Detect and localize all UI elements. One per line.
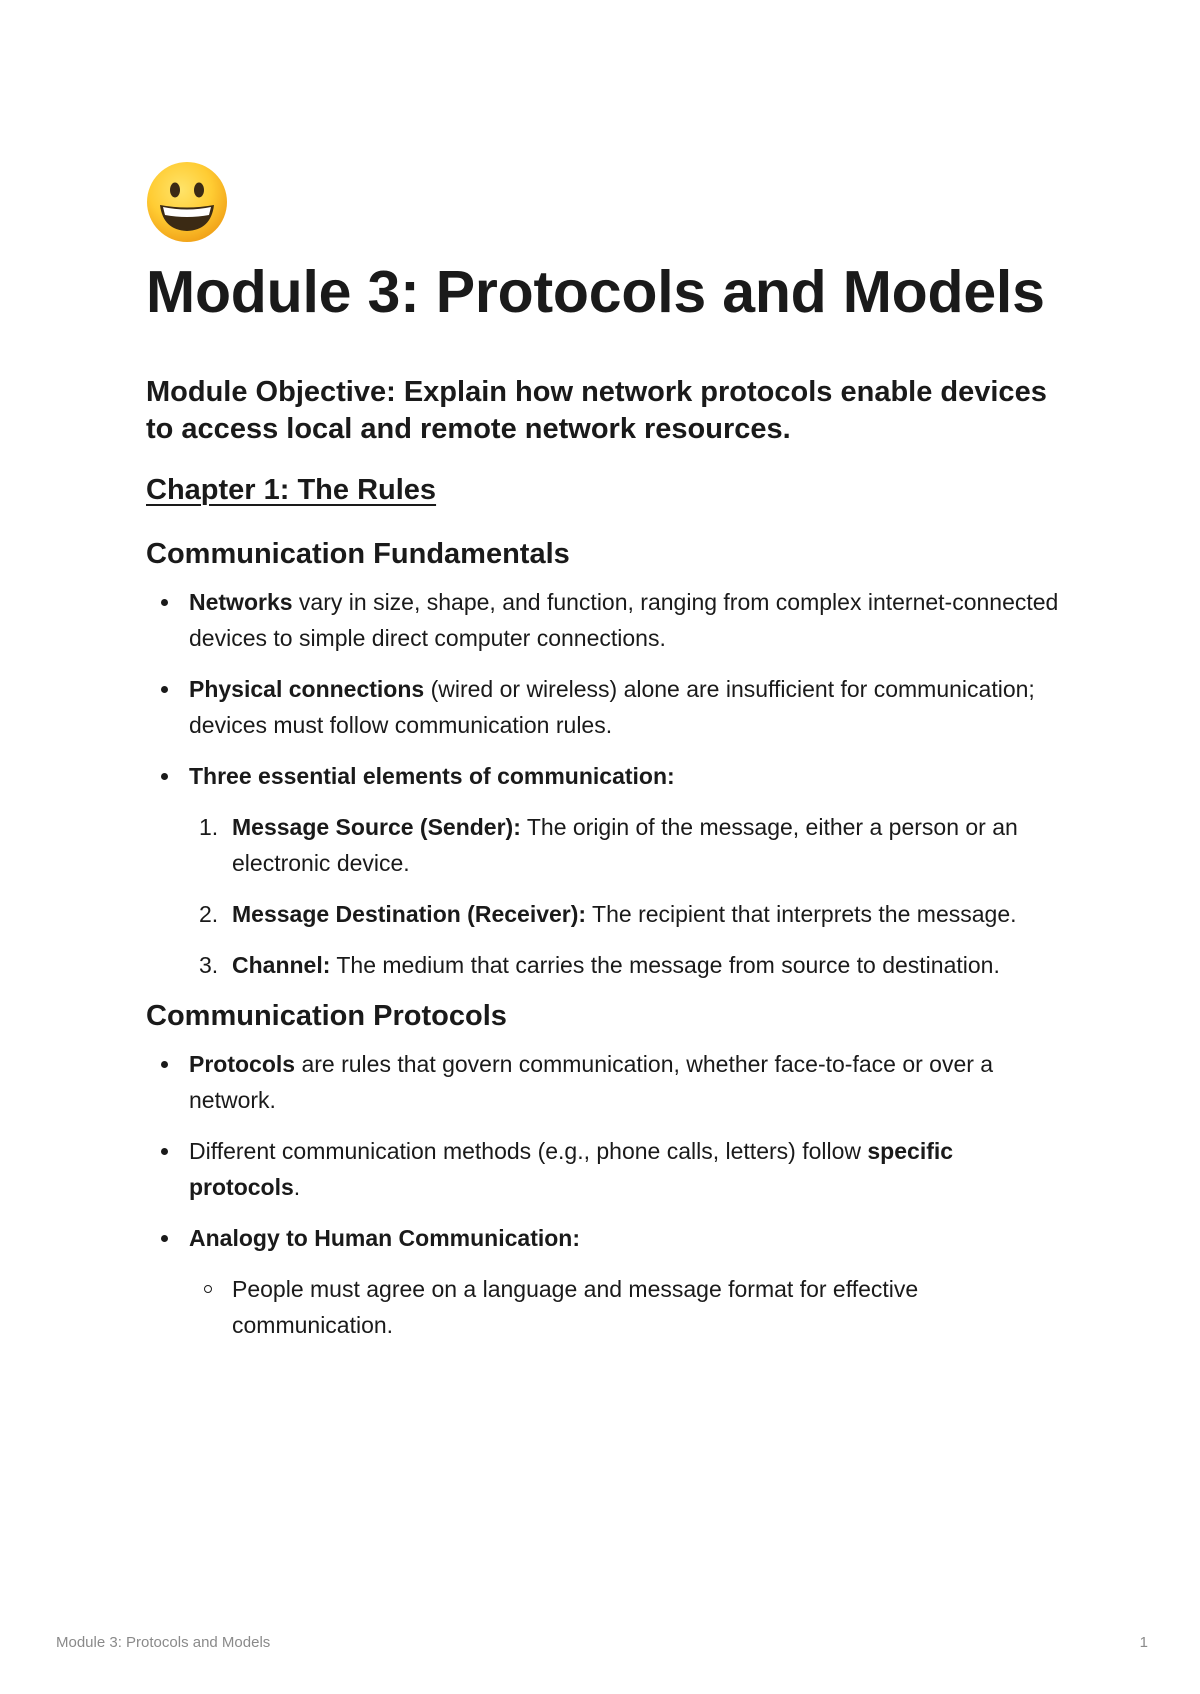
module-objective	[146, 374, 1066, 448]
section-heading-protocols: Communication Protocols	[146, 1000, 507, 1032]
analogy-sublist	[189, 1271, 1066, 1343]
bullet-dot	[161, 686, 168, 693]
bullet-dot	[161, 1235, 168, 1242]
chapter-title: Chapter 1: The Rules	[146, 474, 437, 506]
item-text: The recipient that interprets the message.	[586, 901, 1017, 927]
grinning-face-emoji-icon	[145, 160, 229, 244]
bullet-dot	[161, 599, 168, 606]
bullet-dot	[161, 1061, 168, 1068]
list-item	[189, 1271, 1066, 1343]
list-item	[146, 758, 1066, 983]
item-number: 1.	[199, 814, 219, 840]
item-text: (wired or wireless) alone are insufficient for communication; devices must follow communication rules.	[189, 676, 1035, 738]
list-item	[146, 1133, 1066, 1205]
item-bold: Message Source (Sender):	[232, 814, 521, 840]
item-bold: Networks	[189, 589, 293, 615]
item-bold: Physical connections	[189, 676, 425, 702]
item-text: The medium that carries the message from source to destination.	[330, 952, 1000, 978]
item-text: The origin of the message, either a person or an electronic device.	[232, 814, 1018, 876]
item-text: vary in size, shape, and function, ranging from complex internet-connected devices to simple direct computer connections.	[189, 589, 1059, 651]
fundamentals-list	[146, 584, 1066, 983]
page-title: Module 3: Protocols and Models	[146, 259, 1045, 325]
list-item	[146, 671, 1066, 743]
bullet-dot	[161, 1148, 168, 1155]
item-text: Different communication methods (e.g., phone calls, letters) follow	[189, 1138, 868, 1164]
item-bold: Analogy to Human Communication:	[189, 1225, 580, 1251]
item-bold: Channel:	[232, 952, 331, 978]
item-bold: Protocols	[189, 1051, 296, 1077]
footer-page-number: 1	[1139, 1634, 1148, 1651]
list-item	[146, 584, 1066, 656]
protocols-list	[146, 1046, 1066, 1343]
list-item	[146, 1220, 1066, 1343]
list-item	[189, 896, 1066, 932]
objective-label: Module Objective:	[146, 376, 396, 408]
item-number: 2.	[199, 901, 219, 927]
footer-doc-title: Module 3: Protocols and Models	[56, 1634, 271, 1651]
objective-text: Explain how network protocols enable devices to access local and remote network resources.	[146, 376, 1047, 445]
list-item	[146, 1046, 1066, 1118]
item-bold: Message Destination (Receiver):	[232, 901, 587, 927]
item-text: are rules that govern communication, whether face-to-face or over a network.	[189, 1051, 994, 1113]
list-item	[189, 809, 1066, 881]
elements-list	[189, 809, 1066, 983]
item-tail: .	[293, 1174, 301, 1200]
item-text: People must agree on a language and message format for effective communication.	[232, 1276, 919, 1338]
document-page	[146, 160, 1066, 1358]
bullet-circle	[204, 1285, 212, 1293]
item-number: 3.	[199, 952, 219, 978]
list-item	[189, 947, 1066, 983]
chapter-heading	[146, 472, 1066, 508]
item-bold: specific protocols	[189, 1138, 954, 1200]
bullet-dot	[161, 773, 168, 780]
item-bold: Three essential elements of communication:	[189, 763, 675, 789]
section-heading-fundamentals: Communication Fundamentals	[146, 538, 570, 570]
